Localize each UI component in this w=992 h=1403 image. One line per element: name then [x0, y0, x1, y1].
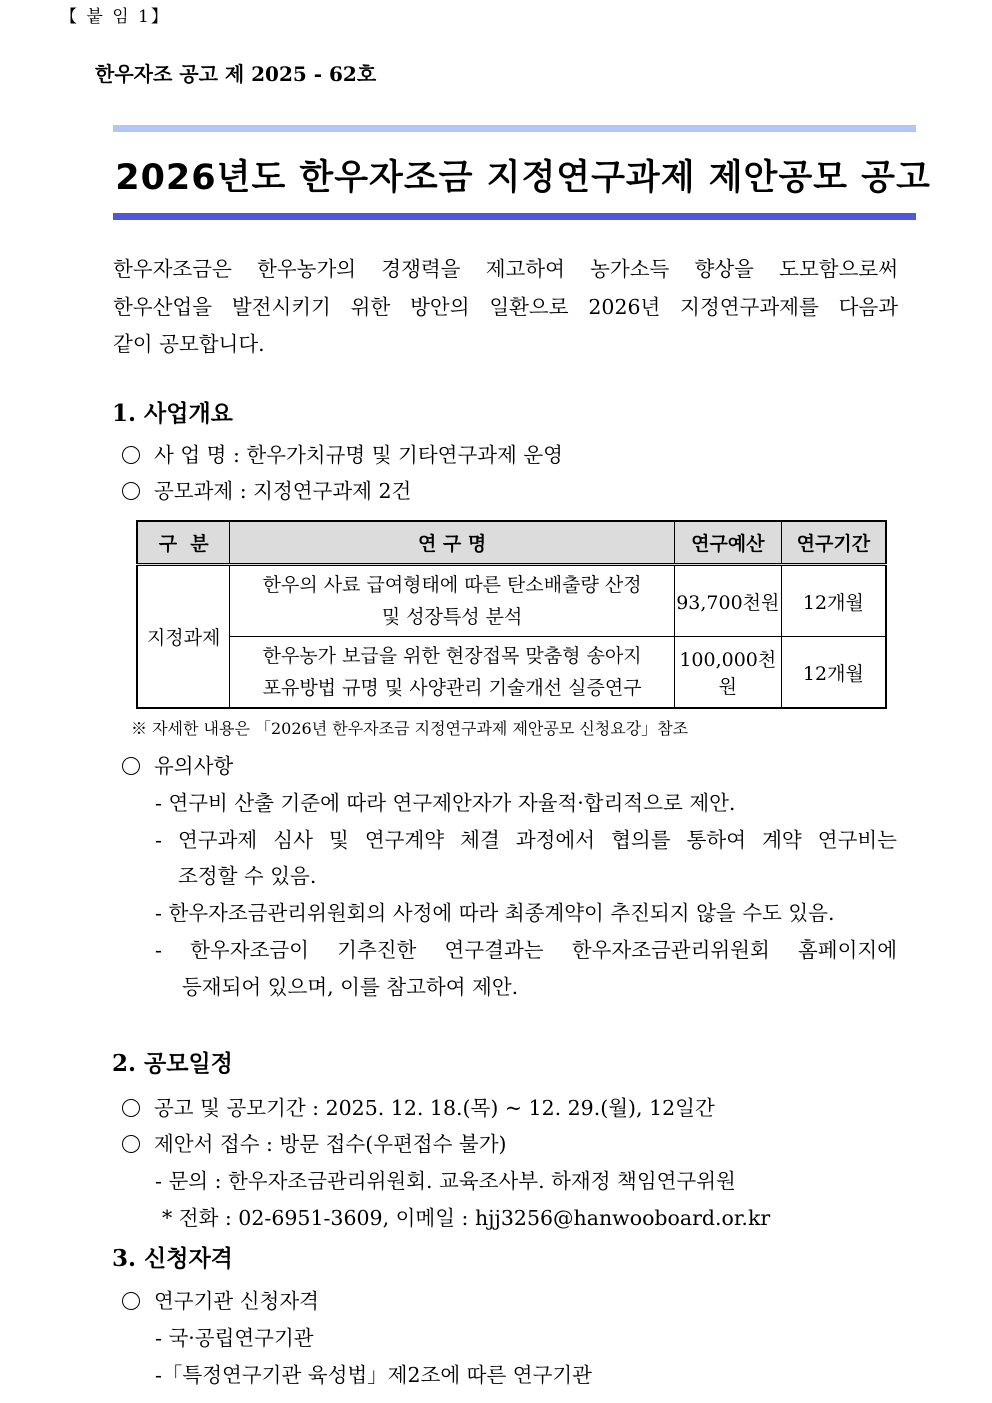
section-2-heading: 2. 공모일정 [112, 1050, 233, 1077]
budget-cell: 93,700천원 [674, 565, 781, 637]
call-period-item [122, 1091, 715, 1121]
qualification-sub-item: -「특정연구기관 육성법」제2조에 따른 연구기관 [155, 1363, 592, 1387]
title-bar-top [113, 125, 916, 132]
intro-paragraph [113, 251, 898, 364]
qualification-sub-item: - 국·공립연구기관 [155, 1326, 314, 1350]
submission-text: 제안서 접수 : 방문 접수(우편접수 불가) [154, 1132, 507, 1156]
caution-item: - 한우자조금이 기추진한 연구결과는 한우자조금관리위원회 홈페이지에 [155, 938, 897, 962]
notice-number: 한우자조 공고 제 2025 - 62호 [95, 62, 377, 86]
intro-line-2: 한우산업을 발전시키기 위한 방안의 일환으로 2026년 지정연구과제를 다음과 [113, 294, 898, 319]
table-note: ※ 자세한 내용은 「2026년 한우자조금 지정연구과제 제안공모 신청요강」참조 [131, 719, 689, 738]
project-name-item [122, 438, 563, 468]
table-row [137, 637, 886, 709]
call-period-text: 공고 및 공모기간 : 2025. 12. 18.(목) ~ 12. 29.(월), 12일간 [154, 1096, 715, 1120]
intro-line-3: 같이 공모합니다. [113, 332, 265, 356]
header-category: 구 분 [137, 521, 230, 565]
circle-bullet-icon [122, 1292, 140, 1310]
table-header-row [137, 521, 886, 565]
submission-item [122, 1127, 507, 1157]
page-title: 2026년도 한우자조금 지정연구과제 제안공모 공고 [115, 158, 931, 198]
call-subject-text: 공모과제 : 지정연구과제 2건 [154, 479, 412, 503]
intro-line-1: 한우자조금은 한우농가의 경쟁력을 제고하여 농가소득 향상을 도모함으로써 [113, 257, 898, 281]
circle-bullet-icon [122, 446, 140, 464]
research-name-line: 포유방법 규명 및 사양관리 기술개선 실증연구 [262, 677, 642, 699]
budget-cell: 100,000천원 [674, 637, 781, 709]
table-row [137, 565, 886, 637]
circle-bullet-icon [122, 1099, 140, 1117]
research-name-line: 한우농가 보급을 위한 현장접목 맞춤형 송아지 [262, 645, 642, 667]
inquiry-line: - 문의 : 한우자조금관리위원회. 교육조사부. 하재정 책임연구위원 [155, 1169, 736, 1193]
section-3-heading: 3. 신청자격 [112, 1245, 233, 1272]
qualification-item [122, 1284, 319, 1314]
category-cell: 지정과제 [137, 565, 230, 709]
circle-bullet-icon [122, 482, 140, 500]
contact-line: * 전화 : 02-6951-3609, 이메일 : hjj3256@hanwooboard.or.kr [162, 1206, 771, 1230]
caution-item: - 연구비 산출 기준에 따라 연구제안자가 자율적·합리적으로 제안. [155, 791, 736, 815]
header-period: 연구기간 [781, 521, 886, 565]
header-budget: 연구예산 [674, 521, 781, 565]
caution-item-continued: 조정할 수 있음. [178, 864, 317, 888]
attachment-label: 【 붙 임 1】 [60, 7, 170, 27]
header-research-name: 연 구 명 [230, 521, 675, 565]
caution-item-continued: 등재되어 있으며, 이를 참고하여 제안. [182, 975, 519, 999]
research-name-line: 및 성장특성 분석 [381, 606, 523, 628]
project-name-text: 사 업 명 : 한우가치규명 및 기타연구과제 운영 [154, 443, 563, 467]
cautions-heading-text: 유의사항 [154, 754, 234, 778]
research-name-line: 한우의 사료 급여형태에 따른 탄소배출량 산정 [262, 574, 642, 596]
circle-bullet-icon [122, 757, 140, 775]
section-1-heading: 1. 사업개요 [112, 400, 233, 427]
circle-bullet-icon [122, 1135, 140, 1153]
cautions-heading [122, 749, 233, 779]
title-bar-bottom [113, 213, 916, 220]
caution-item: - 한우자조금관리위원회의 사정에 따라 최종계약이 추진되지 않을 수도 있음. [155, 901, 835, 925]
period-cell: 12개월 [781, 637, 886, 709]
period-cell: 12개월 [781, 565, 886, 637]
call-subject-item [122, 474, 411, 504]
research-name-cell [230, 565, 675, 637]
qualification-text: 연구기관 신청자격 [154, 1289, 319, 1313]
caution-item: - 연구과제 심사 및 연구계약 체결 과정에서 협의를 통하여 계약 연구비는 [155, 828, 897, 852]
research-project-table [136, 520, 887, 709]
research-name-cell [230, 637, 675, 709]
